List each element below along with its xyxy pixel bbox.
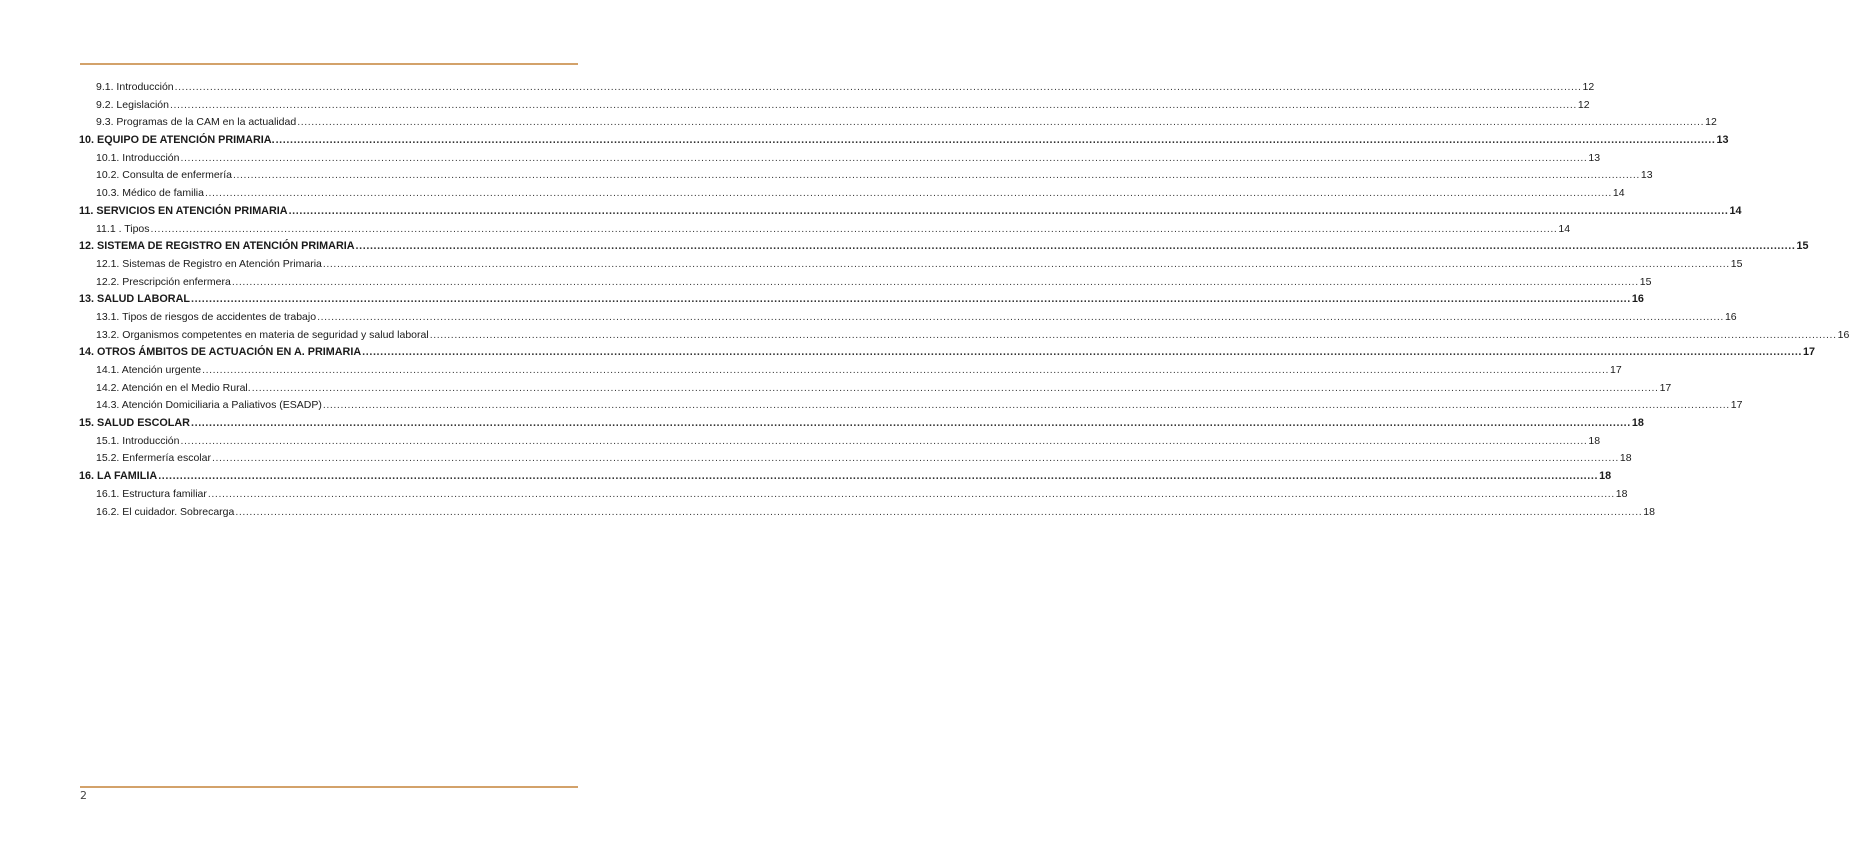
toc-subsection-entry[interactable] [79,433,1601,451]
toc-section-entry[interactable] [79,203,1742,221]
toc-dot-leader: ................................................................................................................................................................................................................................................................................................................................................................................................................ [180,151,1588,164]
toc-entry-label: 9.2. Legislación [96,98,169,111]
toc-entry-page: 18 [1599,470,1612,483]
toc-entry-label: 11.1 . Tipos [96,222,150,235]
toc-subsection-entry[interactable] [79,150,1601,168]
toc-entry-page: 14 [1729,204,1742,217]
toc-subsection-entry[interactable] [79,450,1632,468]
toc-subsection-entry[interactable] [79,397,1743,415]
toc-entry-page: 18 [1588,434,1601,447]
toc-entry-page: 17 [1803,346,1816,359]
toc-entry-page: 18 [1619,452,1632,465]
toc-section-entry[interactable] [79,468,1612,486]
toc-entry-label: 16. LA FAMILIA [79,470,158,483]
toc-subsection-entry[interactable] [79,97,1590,115]
toc-subsection-entry[interactable] [79,504,1655,522]
toc-entry-page: 15 [1639,275,1652,288]
toc-entry-page: 18 [1643,505,1655,518]
toc-entry-label: 13. SALUD LABORAL [79,293,190,306]
table-of-contents [79,79,1849,521]
toc-subsection-entry[interactable] [79,362,1622,380]
toc-section-entry[interactable] [79,132,1729,150]
toc-dot-leader: ................................................................................................................................................................................................................................................................................................................................................................................................................ [211,452,1619,465]
toc-subsection-entry[interactable] [79,221,1571,239]
toc-entry-label: 12. SISTEMA DE REGISTRO EN ATENCIÓN PRIMARIA [79,240,355,253]
toc-entry-page: 12 [1705,116,1717,129]
toc-entry-label: 10.1. Introducción [96,151,180,164]
toc-entry-label: 10. EQUIPO DE ATENCIÓN PRIMARIA. [79,134,275,147]
toc-dot-leader: ................................................................................................................................................................................................................................................................................................................................................................................................................ [191,417,1631,430]
toc-dot-leader: ................................................................................................................................................................................................................................................................................................................................................................................................................ [180,434,1588,447]
toc-entry-page: 13 [1716,134,1729,147]
toc-entry-label: 12.1. Sistemas de Registro en Atención Primaria [96,257,322,270]
toc-entry-page: 16 [1724,310,1737,323]
toc-section-entry[interactable] [79,291,1644,309]
toc-subsection-entry[interactable] [79,79,1595,97]
toc-section-entry[interactable] [79,238,1809,256]
toc-dot-leader: ................................................................................................................................................................................................................................................................................................................................................................................................................ [322,399,1730,412]
toc-subsection-entry[interactable] [79,167,1653,185]
toc-section-entry[interactable] [79,415,1644,433]
toc-entry-page: 18 [1631,417,1644,430]
footer-rule [80,786,578,788]
toc-dot-leader: ................................................................................................................................................................................................................................................................................................................................................................................................................ [355,240,1796,253]
toc-entry-page: 17 [1610,364,1622,376]
page-number: 2 [80,789,87,802]
toc-entry-label: 16.2. El cuidador. Sobrecarga [96,505,235,518]
toc-dot-leader: ................................................................................................................................................................................................................................................................................................................................................................................................................ [322,257,1730,270]
toc-dot-leader: ................................................................................................................................................................................................................................................................................................................................................................................................................ [190,293,1631,306]
toc-dot-leader: ................................................................................................................................................................................................................................................................................................................................................................................................................ [204,187,1612,200]
toc-dot-leader: ................................................................................................................................................................................................................................................................................................................................................................................................................ [150,222,1558,235]
toc-subsection-entry[interactable] [79,380,1672,398]
toc-entry-label: 9.3. Programas de la CAM en la actualidad [96,116,297,129]
toc-entry-page: 14 [1558,222,1571,235]
toc-entry-page: 13 [1640,169,1653,182]
toc-dot-leader: ................................................................................................................................................................................................................................................................................................................................................................................................................ [207,487,1615,500]
toc-entry-page: 12 [1577,98,1590,111]
toc-subsection-entry[interactable] [79,114,1717,132]
toc-entry-label: 14.2. Atención en el Medio Rural. [96,381,251,394]
toc-subsection-entry[interactable] [79,256,1743,274]
toc-entry-page: 16 [1631,293,1644,306]
toc-dot-leader: ................................................................................................................................................................................................................................................................................................................................................................................................................ [174,81,1582,93]
toc-entry-label: 15.2. Enfermería escolar [96,452,211,465]
toc-dot-leader: ................................................................................................................................................................................................................................................................................................................................................................................................................ [362,346,1803,359]
toc-entry-label: 15.1. Introducción [96,434,180,447]
toc-entry-page: 18 [1615,487,1628,500]
toc-dot-leader: ................................................................................................................................................................................................................................................................................................................................................................................................................ [231,275,1639,288]
toc-entry-page: 14 [1612,187,1625,200]
toc-entry-label: 11. SERVICIOS EN ATENCIÓN PRIMARIA [79,204,288,217]
toc-dot-leader: ................................................................................................................................................................................................................................................................................................................................................................................................................ [233,169,1640,182]
header-rule [80,63,578,65]
toc-entry-page: 15 [1730,257,1743,270]
toc-entry-label: 10.3. Médico de familia [96,187,204,200]
toc-entry-page: 17 [1730,399,1743,412]
toc-entry-page: 12 [1582,81,1595,93]
toc-dot-leader: ................................................................................................................................................................................................................................................................................................................................................................................................................ [275,134,1716,147]
toc-entry-label: 9.1. Introducción [96,81,174,93]
toc-entry-label: 15. SALUD ESCOLAR [79,417,190,430]
toc-entry-label: 12.2. Prescripción enfermera [96,275,231,288]
toc-entry-label: 13.2. Organismos competentes en materia de seguridad y salud laboral [96,328,429,341]
toc-entry-page: 17 [1659,381,1672,394]
toc-entry-label: 13.1. Tipos de riesgos de accidentes de trabajo [96,310,317,323]
toc-dot-leader: ................................................................................................................................................................................................................................................................................................................................................................................................................ [317,310,1724,323]
toc-dot-leader: ................................................................................................................................................................................................................................................................................................................................................................................................................ [251,381,1659,394]
toc-dot-leader: ................................................................................................................................................................................................................................................................................................................................................................................................................ [169,98,1577,111]
toc-dot-leader: ................................................................................................................................................................................................................................................................................................................................................................................................................ [288,204,1729,217]
toc-subsection-entry[interactable] [79,327,1849,345]
toc-entry-label: 16.1. Estructura familiar [96,487,207,500]
toc-entry-label: 14.1. Atención urgente [96,364,202,376]
toc-entry-label: 14. OTROS ÁMBITOS DE ACTUACIÓN EN A. PRIMARIA [79,346,362,359]
toc-dot-leader: ................................................................................................................................................................................................................................................................................................................................................................................................................ [202,364,1609,376]
toc-subsection-entry[interactable] [79,486,1628,504]
toc-entry-page: 15 [1796,240,1809,253]
toc-section-entry[interactable] [79,344,1816,362]
toc-dot-leader: ................................................................................................................................................................................................................................................................................................................................................................................................................ [429,328,1837,341]
toc-dot-leader: ................................................................................................................................................................................................................................................................................................................................................................................................................ [158,470,1599,483]
toc-subsection-entry[interactable] [79,274,1652,292]
toc-entry-page: 13 [1588,151,1601,164]
toc-entry-label: 14.3. Atención Domiciliaria a Paliativos (ESADP) [96,399,322,412]
toc-dot-leader: ................................................................................................................................................................................................................................................................................................................................................................................................................ [235,505,1643,518]
toc-entry-label: 10.2. Consulta de enfermería [96,169,232,182]
toc-dot-leader: ................................................................................................................................................................................................................................................................................................................................................................................................................ [297,116,1705,129]
toc-entry-page: 16 [1837,328,1849,341]
toc-subsection-entry[interactable] [79,185,1625,203]
toc-subsection-entry[interactable] [79,309,1737,327]
